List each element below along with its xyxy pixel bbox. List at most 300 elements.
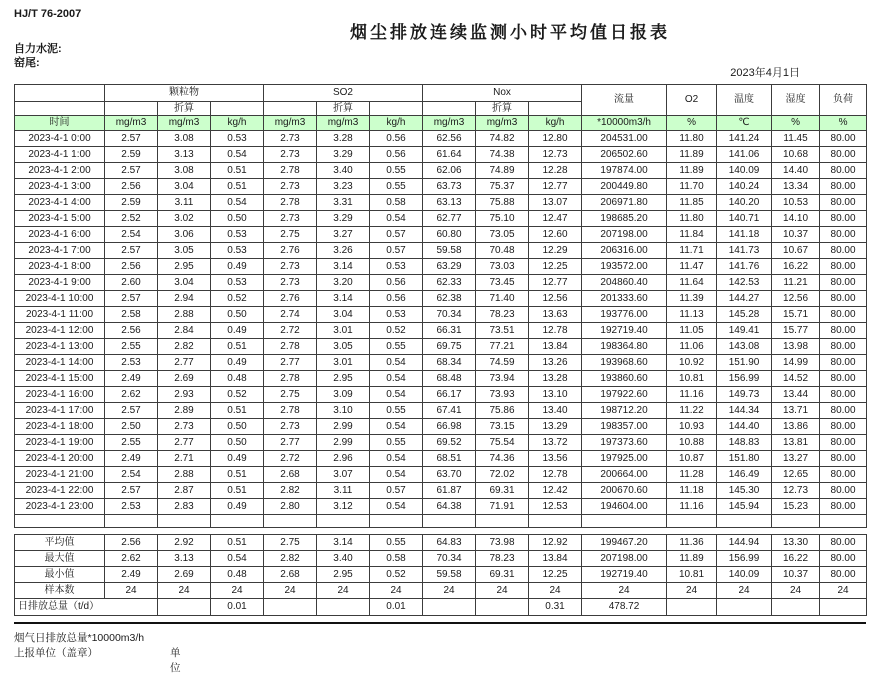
bottom-divider [14, 622, 866, 624]
value-cell: 13.26 [529, 355, 582, 371]
value-cell: 3.06 [158, 227, 211, 243]
value-cell: 66.98 [423, 419, 476, 435]
value-cell: 2.72 [264, 451, 317, 467]
unit-cell: kg/h [211, 116, 264, 131]
summary-value-cell: 16.22 [772, 551, 820, 567]
value-cell: 141.18 [717, 227, 772, 243]
value-cell: 3.29 [317, 211, 370, 227]
value-cell: 207198.00 [582, 227, 667, 243]
summary-value-cell: 24 [264, 583, 317, 599]
blank-cell [582, 515, 667, 528]
value-cell: 2.95 [317, 371, 370, 387]
table-row [15, 259, 867, 275]
value-cell: 11.71 [667, 243, 717, 259]
value-cell: 72.02 [476, 467, 529, 483]
value-cell: 2.58 [105, 307, 158, 323]
standard-code: HJ/T 76-2007 [14, 8, 82, 20]
summary-value-cell: 24 [211, 583, 264, 599]
value-cell: 80.00 [820, 131, 867, 147]
summary-value-cell: 11.89 [667, 551, 717, 567]
summary-value-cell: 207198.00 [582, 551, 667, 567]
blank-cell [264, 102, 317, 116]
value-cell: 10.67 [772, 243, 820, 259]
summary-value-cell: 2.75 [264, 535, 317, 551]
report-unit-label: 上报单位（盖章） [14, 647, 98, 659]
time-cell: 2023-4-1 13:00 [15, 339, 105, 355]
units-row [15, 116, 867, 131]
summary-value-cell: 140.09 [717, 567, 772, 583]
summary-value-cell: 69.31 [476, 567, 529, 583]
value-cell: 0.53 [211, 131, 264, 147]
value-cell: 3.40 [317, 163, 370, 179]
unit-cell: mg/m3 [264, 116, 317, 131]
value-cell: 0.58 [370, 195, 423, 211]
value-cell: 2.60 [105, 275, 158, 291]
blank-cell [317, 515, 370, 528]
summary-value-cell: 78.23 [476, 551, 529, 567]
summary-value-cell: 80.00 [820, 535, 867, 551]
value-cell: 75.88 [476, 195, 529, 211]
value-cell: 11.45 [772, 131, 820, 147]
value-cell: 192719.40 [582, 323, 667, 339]
time-cell: 2023-4-1 5:00 [15, 211, 105, 227]
value-cell: 10.81 [667, 371, 717, 387]
table-row [15, 163, 867, 179]
blank-cell [158, 515, 211, 528]
value-cell: 73.15 [476, 419, 529, 435]
value-cell: 0.54 [211, 147, 264, 163]
table-header [15, 85, 867, 131]
value-cell: 80.00 [820, 275, 867, 291]
time-cell: 2023-4-1 20:00 [15, 451, 105, 467]
value-cell: 0.56 [370, 275, 423, 291]
time-cell: 2023-4-1 17:00 [15, 403, 105, 419]
value-cell: 3.10 [317, 403, 370, 419]
summary-value-cell: 12.25 [529, 567, 582, 583]
value-cell: 68.48 [423, 371, 476, 387]
value-cell: 2.57 [105, 131, 158, 147]
unit-cell: kg/h [529, 116, 582, 131]
value-cell: 14.99 [772, 355, 820, 371]
value-cell: 80.00 [820, 355, 867, 371]
value-cell: 12.73 [772, 483, 820, 499]
value-cell: 11.70 [667, 179, 717, 195]
value-cell: 13.27 [772, 451, 820, 467]
summary-value-cell: 3.13 [158, 551, 211, 567]
summary-value-cell: 64.83 [423, 535, 476, 551]
value-cell: 0.55 [370, 435, 423, 451]
summary-value-cell: 0.58 [370, 551, 423, 567]
value-cell: 3.04 [317, 307, 370, 323]
summary-row [15, 551, 867, 567]
value-cell: 2.78 [264, 371, 317, 387]
value-cell: 2.84 [158, 323, 211, 339]
value-cell: 11.21 [772, 275, 820, 291]
report-table-area [14, 84, 866, 616]
summary-value-cell: 24 [105, 583, 158, 599]
footer-note: 烟气日排放总量*10000m3/h [14, 632, 145, 644]
value-cell: 2.73 [264, 211, 317, 227]
value-cell: 200670.60 [582, 483, 667, 499]
value-cell: 0.55 [370, 179, 423, 195]
value-cell: 198712.20 [582, 403, 667, 419]
value-cell: 13.72 [529, 435, 582, 451]
value-cell: 206971.80 [582, 195, 667, 211]
value-cell: 2.78 [264, 339, 317, 355]
value-cell: 13.71 [772, 403, 820, 419]
value-cell: 12.80 [529, 131, 582, 147]
table-row [15, 131, 867, 147]
value-cell: 0.50 [211, 307, 264, 323]
data-table [14, 84, 867, 528]
value-cell: 80.00 [820, 179, 867, 195]
time-cell: 2023-4-1 0:00 [15, 131, 105, 147]
value-cell: 0.54 [370, 499, 423, 515]
value-cell: 10.92 [667, 355, 717, 371]
summary-value-cell: 24 [158, 583, 211, 599]
value-cell: 11.28 [667, 467, 717, 483]
table-row [15, 483, 867, 499]
corner-cell [15, 85, 105, 102]
value-cell: 2.69 [158, 371, 211, 387]
blank-cell [105, 515, 158, 528]
value-cell: 2.59 [105, 147, 158, 163]
time-cell: 2023-4-1 6:00 [15, 227, 105, 243]
daily-total-cell [158, 599, 211, 616]
value-cell: 3.28 [317, 131, 370, 147]
value-cell: 13.56 [529, 451, 582, 467]
unit-cell: *10000m3/h [582, 116, 667, 131]
value-cell: 71.40 [476, 291, 529, 307]
value-cell: 0.51 [211, 163, 264, 179]
value-cell: 2.68 [264, 467, 317, 483]
blank-cell [15, 102, 105, 116]
summary-value-cell: 11.36 [667, 535, 717, 551]
summary-value-cell: 59.58 [423, 567, 476, 583]
time-cell: 2023-4-1 15:00 [15, 371, 105, 387]
value-cell: 197874.00 [582, 163, 667, 179]
value-cell: 0.48 [211, 371, 264, 387]
table-row [15, 451, 867, 467]
value-cell: 62.56 [423, 131, 476, 147]
empty-row [15, 515, 867, 528]
value-cell: 2.88 [158, 307, 211, 323]
value-cell: 13.86 [772, 419, 820, 435]
value-cell: 66.17 [423, 387, 476, 403]
value-cell: 2.56 [105, 259, 158, 275]
value-cell: 3.04 [158, 275, 211, 291]
value-cell: 0.57 [370, 243, 423, 259]
value-cell: 200449.80 [582, 179, 667, 195]
value-cell: 0.51 [211, 179, 264, 195]
value-cell: 11.64 [667, 275, 717, 291]
value-cell: 197925.00 [582, 451, 667, 467]
report-date: 2023年4月1日 [730, 67, 800, 79]
value-cell: 193968.60 [582, 355, 667, 371]
value-cell: 68.34 [423, 355, 476, 371]
value-cell: 11.22 [667, 403, 717, 419]
value-cell: 2.57 [105, 163, 158, 179]
value-cell: 193776.00 [582, 307, 667, 323]
time-cell: 2023-4-1 18:00 [15, 419, 105, 435]
blank-cell [211, 515, 264, 528]
value-cell: 12.60 [529, 227, 582, 243]
value-cell: 2.76 [264, 243, 317, 259]
value-cell: 11.80 [667, 211, 717, 227]
summary-value-cell: 0.51 [211, 535, 264, 551]
value-cell: 206316.00 [582, 243, 667, 259]
value-cell: 3.08 [158, 131, 211, 147]
summary-label: 样本数 [15, 583, 105, 599]
value-cell: 13.29 [529, 419, 582, 435]
value-cell: 13.34 [772, 179, 820, 195]
value-cell: 2.57 [105, 291, 158, 307]
table-row [15, 339, 867, 355]
value-cell: 0.53 [211, 275, 264, 291]
value-cell: 80.00 [820, 435, 867, 451]
value-cell: 0.56 [370, 131, 423, 147]
value-cell: 63.70 [423, 467, 476, 483]
value-cell: 75.86 [476, 403, 529, 419]
daily-total-cell [717, 599, 772, 616]
time-cell: 2023-4-1 11:00 [15, 307, 105, 323]
time-cell: 2023-4-1 7:00 [15, 243, 105, 259]
summary-value-cell: 3.14 [317, 535, 370, 551]
value-cell: 73.45 [476, 275, 529, 291]
value-cell: 145.94 [717, 499, 772, 515]
table-row [15, 227, 867, 243]
value-cell: 2.99 [317, 419, 370, 435]
value-cell: 142.53 [717, 275, 772, 291]
value-cell: 151.90 [717, 355, 772, 371]
blank-cell [667, 515, 717, 528]
value-cell: 62.38 [423, 291, 476, 307]
value-cell: 13.07 [529, 195, 582, 211]
value-cell: 0.54 [370, 371, 423, 387]
value-cell: 14.40 [772, 163, 820, 179]
value-cell: 11.05 [667, 323, 717, 339]
daily-total-cell: 0.01 [211, 599, 264, 616]
value-cell: 0.51 [211, 467, 264, 483]
value-cell: 198357.00 [582, 419, 667, 435]
summary-value-cell: 2.49 [105, 567, 158, 583]
value-cell: 80.00 [820, 419, 867, 435]
summary-value-cell: 0.48 [211, 567, 264, 583]
summary-row [15, 583, 867, 599]
summary-value-cell: 24 [317, 583, 370, 599]
value-cell: 0.56 [370, 147, 423, 163]
summary-label: 平均值 [15, 535, 105, 551]
value-cell: 0.54 [370, 451, 423, 467]
value-cell: 62.33 [423, 275, 476, 291]
value-cell: 80.00 [820, 499, 867, 515]
value-cell: 13.40 [529, 403, 582, 419]
value-cell: 197373.60 [582, 435, 667, 451]
value-cell: 73.93 [476, 387, 529, 403]
value-cell: 2.73 [264, 419, 317, 435]
blank-cell [717, 515, 772, 528]
value-cell: 0.54 [370, 467, 423, 483]
table-row [15, 195, 867, 211]
value-cell: 62.06 [423, 163, 476, 179]
value-cell: 11.13 [667, 307, 717, 323]
value-cell: 156.99 [717, 371, 772, 387]
value-cell: 0.57 [370, 483, 423, 499]
value-cell: 3.27 [317, 227, 370, 243]
value-cell: 2.78 [264, 195, 317, 211]
value-cell: 143.08 [717, 339, 772, 355]
value-cell: 63.29 [423, 259, 476, 275]
blank-cell [370, 102, 423, 116]
value-cell: 74.59 [476, 355, 529, 371]
value-cell: 70.48 [476, 243, 529, 259]
blank-cell [105, 102, 158, 116]
value-cell: 0.52 [370, 323, 423, 339]
value-cell: 140.24 [717, 179, 772, 195]
value-cell: 0.57 [370, 227, 423, 243]
table-row [15, 147, 867, 163]
daily-total-cell: 0.31 [529, 599, 582, 616]
value-cell: 2.57 [105, 403, 158, 419]
summary-label: 最小值 [15, 567, 105, 583]
value-cell: 80.00 [820, 259, 867, 275]
value-cell: 2.49 [105, 371, 158, 387]
value-cell: 193860.60 [582, 371, 667, 387]
value-cell: 141.76 [717, 259, 772, 275]
value-cell: 151.80 [717, 451, 772, 467]
time-cell: 2023-4-1 8:00 [15, 259, 105, 275]
value-cell: 2.59 [105, 195, 158, 211]
value-cell: 2.56 [105, 323, 158, 339]
value-cell: 2.74 [264, 307, 317, 323]
value-cell: 80.00 [820, 339, 867, 355]
value-cell: 2.53 [105, 499, 158, 515]
value-cell: 78.23 [476, 307, 529, 323]
value-cell: 10.87 [667, 451, 717, 467]
time-cell: 2023-4-1 12:00 [15, 323, 105, 339]
summary-value-cell: 10.81 [667, 567, 717, 583]
value-cell: 0.51 [211, 483, 264, 499]
table-row [15, 275, 867, 291]
value-cell: 80.00 [820, 227, 867, 243]
value-cell: 198685.20 [582, 211, 667, 227]
value-cell: 3.23 [317, 179, 370, 195]
value-cell: 80.00 [820, 211, 867, 227]
value-cell: 12.77 [529, 275, 582, 291]
value-cell: 10.53 [772, 195, 820, 211]
value-cell: 0.54 [370, 419, 423, 435]
o2-header: O2 [667, 85, 717, 116]
blank-cell [476, 515, 529, 528]
table-row [15, 211, 867, 227]
value-cell: 3.31 [317, 195, 370, 211]
value-cell: 80.00 [820, 323, 867, 339]
value-cell: 61.87 [423, 483, 476, 499]
value-cell: 200664.00 [582, 467, 667, 483]
time-cell: 2023-4-1 3:00 [15, 179, 105, 195]
value-cell: 2.77 [158, 435, 211, 451]
table-row [15, 291, 867, 307]
summary-value-cell: 13.30 [772, 535, 820, 551]
unit-cell: mg/m3 [158, 116, 211, 131]
table-row [15, 243, 867, 259]
value-cell: 2.82 [264, 483, 317, 499]
summary-value-cell: 73.98 [476, 535, 529, 551]
summary-value-cell: 0.52 [370, 567, 423, 583]
nox-group-header: Nox [423, 85, 582, 102]
value-cell: 12.73 [529, 147, 582, 163]
summary-rows [15, 535, 867, 616]
value-cell: 141.24 [717, 131, 772, 147]
value-cell: 3.04 [158, 179, 211, 195]
daily-total-cell [667, 599, 717, 616]
summary-value-cell: 24 [667, 583, 717, 599]
value-cell: 15.71 [772, 307, 820, 323]
value-cell: 0.55 [370, 163, 423, 179]
value-cell: 149.41 [717, 323, 772, 339]
time-cell: 2023-4-1 4:00 [15, 195, 105, 211]
summary-row [15, 567, 867, 583]
summary-value-cell: 24 [820, 583, 867, 599]
value-cell: 144.34 [717, 403, 772, 419]
value-cell: 12.28 [529, 163, 582, 179]
value-cell: 14.52 [772, 371, 820, 387]
value-cell: 2.77 [158, 355, 211, 371]
value-cell: 66.31 [423, 323, 476, 339]
summary-value-cell: 24 [717, 583, 772, 599]
value-cell: 0.53 [211, 227, 264, 243]
value-cell: 2.52 [105, 211, 158, 227]
value-cell: 146.49 [717, 467, 772, 483]
time-cell: 2023-4-1 14:00 [15, 355, 105, 371]
value-cell: 2.50 [105, 419, 158, 435]
value-cell: 59.58 [423, 243, 476, 259]
value-cell: 70.34 [423, 307, 476, 323]
table-row [15, 387, 867, 403]
value-cell: 64.38 [423, 499, 476, 515]
value-cell: 63.13 [423, 195, 476, 211]
value-cell: 74.89 [476, 163, 529, 179]
value-cell: 2.62 [105, 387, 158, 403]
value-cell: 3.09 [317, 387, 370, 403]
nox-conversion-label: 折算 [476, 102, 529, 116]
value-cell: 2.75 [264, 387, 317, 403]
value-cell: 75.10 [476, 211, 529, 227]
summary-row [15, 535, 867, 551]
value-cell: 201333.60 [582, 291, 667, 307]
value-cell: 2.57 [105, 243, 158, 259]
value-cell: 60.80 [423, 227, 476, 243]
summary-value-cell: 70.34 [423, 551, 476, 567]
value-cell: 14.10 [772, 211, 820, 227]
value-cell: 80.00 [820, 387, 867, 403]
value-cell: 11.89 [667, 147, 717, 163]
value-cell: 0.51 [211, 403, 264, 419]
time-cell: 2023-4-1 23:00 [15, 499, 105, 515]
value-cell: 10.88 [667, 435, 717, 451]
value-cell: 0.52 [211, 387, 264, 403]
daily-total-cell: 0.01 [370, 599, 423, 616]
value-cell: 12.53 [529, 499, 582, 515]
value-cell: 0.50 [211, 419, 264, 435]
summary-value-cell: 10.37 [772, 567, 820, 583]
value-cell: 0.53 [370, 259, 423, 275]
summary-value-cell: 2.56 [105, 535, 158, 551]
value-cell: 2.95 [158, 259, 211, 275]
value-cell: 13.10 [529, 387, 582, 403]
value-cell: 2.53 [105, 355, 158, 371]
summary-value-cell: 24 [582, 583, 667, 599]
